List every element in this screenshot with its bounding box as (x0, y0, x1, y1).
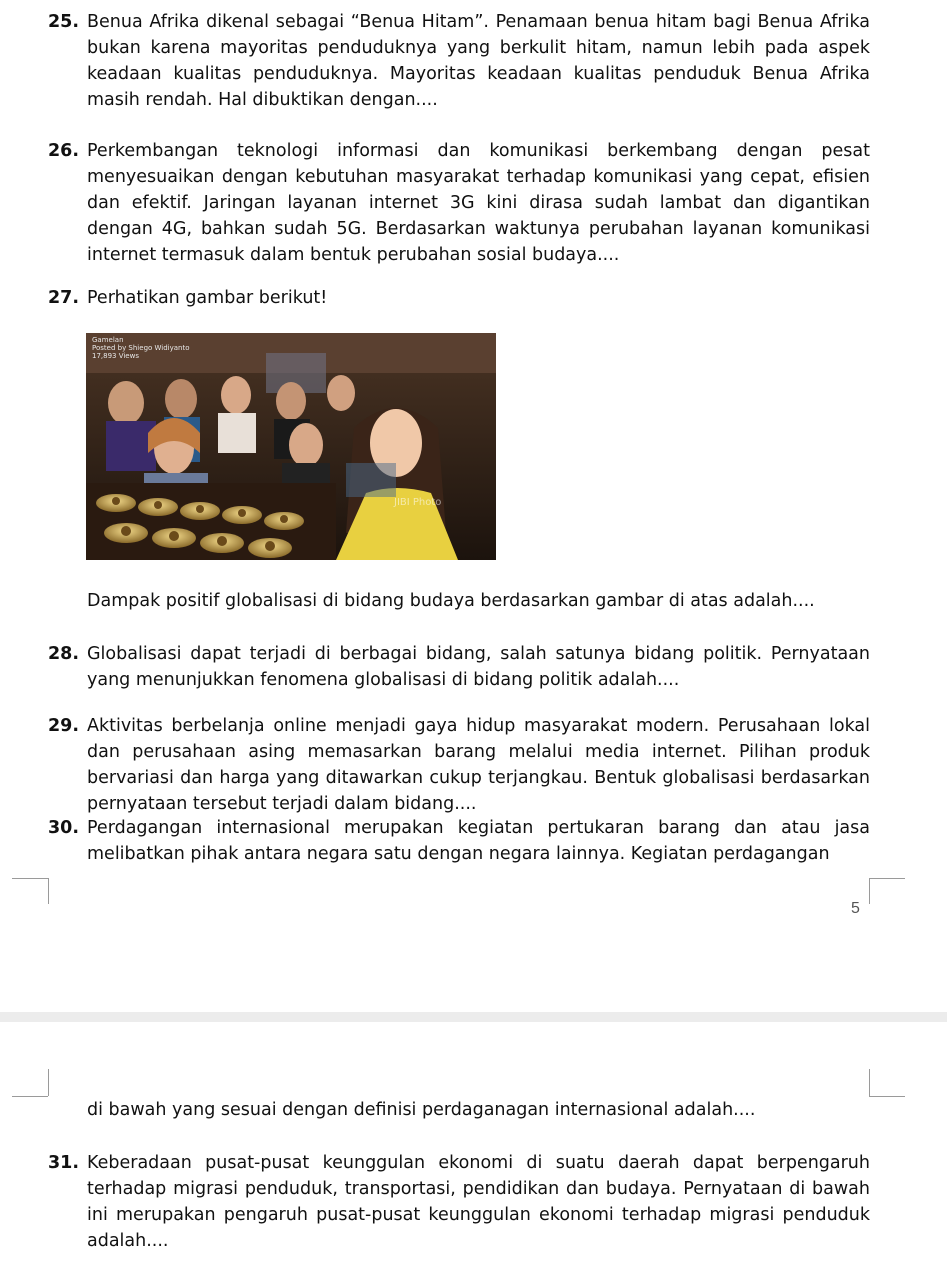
question-30 (48, 815, 870, 867)
margin-corner-mark (869, 1096, 905, 1097)
overlay-author: Posted by Shiego Widiyanto (92, 344, 190, 352)
photo-watermark: JIBI Photo (394, 497, 442, 508)
question-29 (48, 713, 870, 817)
margin-corner-mark (869, 1069, 870, 1096)
question-text: Globalisasi dapat terjadi di berbagai bidang, salah satunya bidang politik. Pernyataan yang menunjukkan fenomena globalisasi di bidang politik adalah.... (87, 644, 870, 690)
margin-corner-mark (12, 1096, 48, 1097)
document-page-bottom (0, 1022, 947, 1265)
question-number: 28. (48, 644, 80, 664)
question-number: 30. (48, 818, 80, 838)
page-separator (0, 1012, 947, 1022)
question-28 (48, 641, 870, 693)
question-27 (48, 285, 870, 311)
question-number: 27. (48, 288, 80, 308)
question-text: Perdagangan internasional merupakan kegiatan pertukaran barang dan atau jasa melibatkan pihak antara negara satu dengan negara lainnya. Kegiatan perdagangan (87, 818, 870, 864)
photo-overlay-caption (92, 336, 190, 360)
overlay-title: Gamelan (92, 336, 124, 344)
gamelan-photo-illustration (86, 333, 496, 560)
question-27-text: Dampak positif globalisasi di bidang budaya berdasarkan gambar di atas adalah.... (87, 591, 815, 611)
question-intro: Perhatikan gambar berikut! (87, 288, 328, 308)
question-26 (48, 138, 870, 268)
question-text: Perkembangan teknologi informasi dan komunikasi berkembang dengan pesat menyesuaikan dengan kebutuhan masyarakat terhadap komunikasi yang cepat, efisien dan efektif. Jaringan layanan internet 3G kini dirasa sudah lambat dan digantikan dengan 4G, bahkan sudah 5G. Berdasarkan waktunya perubahan layanan komunikasi internet termasuk dalam bentuk perubahan sosial budaya.... (87, 141, 870, 265)
question-number: 26. (48, 141, 80, 161)
question-31 (48, 1150, 870, 1254)
question-30-continuation: di bawah yang sesuai dengan definisi perdaganagan internasional adalah.... (87, 1100, 756, 1120)
question-text: Aktivitas berbelanja online menjadi gaya hidup masyarakat modern. Perusahaan lokal dan perusahaan asing memasarkan barang melalui media internet. Pilihan produk bervariasi dan harga yang ditawarkan cukup terjangkau. Bentuk globalisasi berdasarkan pernyataan tersebut terjadi dalam bidang.... (87, 716, 870, 814)
margin-corner-mark (869, 878, 905, 879)
margin-corner-mark (869, 878, 870, 904)
question-text: Benua Afrika dikenal sebagai “Benua Hitam”. Penamaan benua hitam bagi Benua Afrika bukan karena mayoritas penduduknya yang berkulit hitam, namun lebih pada aspek keadaan kualitas penduduknya. Mayoritas keadaan kualitas penduduk Benua Afrika masih rendah. Hal dibuktikan dengan.... (87, 12, 870, 110)
margin-corner-mark (48, 1069, 49, 1096)
margin-corner-mark (48, 878, 49, 904)
question-25 (48, 9, 870, 113)
page-number: 5 (851, 900, 860, 917)
question-text: Keberadaan pusat-pusat keunggulan ekonomi di suatu daerah dapat berpengaruh terhadap migrasi penduduk, transportasi, pendidikan dan budaya. Pernyataan di bawah ini merupakan pengaruh pusat-pusat keunggulan ekonomi terhadap migrasi penduduk adalah.... (87, 1153, 870, 1251)
margin-corner-mark (12, 878, 48, 879)
question-number: 29. (48, 716, 80, 736)
question-number: 31. (48, 1153, 80, 1173)
question-number: 25. (48, 12, 80, 32)
gamelan-photo (86, 333, 496, 560)
overlay-views: 17,893 Views (92, 352, 139, 360)
